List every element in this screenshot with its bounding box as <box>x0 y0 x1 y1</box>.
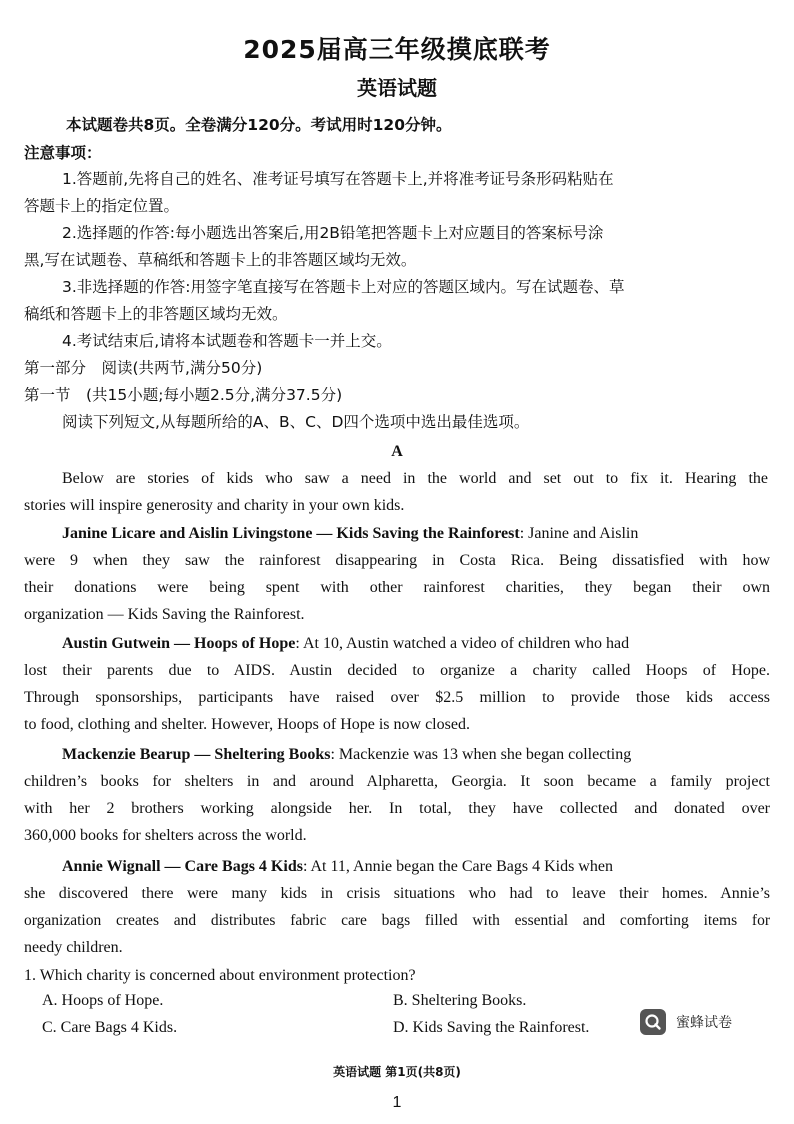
story-text: : Janine and Aislin <box>519 525 639 542</box>
story-line: she discovered there were many kids in crisis situations who had to leave their homes. Annie’s <box>24 885 770 902</box>
story-title: Janine Licare and Aislin Livingstone — Kids Saving the Rainforest <box>62 525 520 542</box>
exam-info: 本试题卷共8页。全卷满分120分。考试用时120分钟。 <box>66 116 452 134</box>
story-line: to food, clothing and shelter. However, Hoops of Hope is now closed. <box>24 716 470 733</box>
story-text: : Mackenzie was 13 when she began collecting <box>330 746 632 763</box>
section1-heading: 第一节 (共15小题;每小题2.5分,满分37.5分) <box>24 386 343 404</box>
section1-instruction: 阅读下列短文,从每题所给的A、B、C、D四个选项中选出最佳选项。 <box>62 413 530 431</box>
passage-intro-line: stories will inspire generosity and charity in your own kids. <box>24 497 405 514</box>
story-first-line <box>62 520 794 547</box>
story-line: lost their parents due to AIDS. Austin decided to organize a charity called Hoops of Hope. <box>24 662 770 679</box>
story-line: organization — Kids Saving the Rainforest. <box>24 606 305 623</box>
notice-line: 1.答题前,先将自己的姓名、准考证号填写在答题卡上,并将准考证号条形码粘贴在 <box>62 170 614 188</box>
option-b: B. Sheltering Books. <box>393 992 527 1009</box>
notice-line: 答题卡上的指定位置。 <box>24 197 180 215</box>
passage-intro-line: Below are stories of kids who saw a need in the world and set out to fix it. Hearing the <box>62 470 768 487</box>
page-footer: 英语试题 第1页(共8页) <box>333 1065 461 1079</box>
story-line: 360,000 books for shelters across the world. <box>24 827 307 844</box>
story-line: Through sponsorships, participants have raised over $2.5 million to provide those kids access <box>24 689 770 706</box>
story-text: : At 11, Annie began the Care Bags 4 Kids when <box>302 858 613 875</box>
watermark-text: 蜜蜂试卷 <box>676 1015 732 1031</box>
story-first-line <box>62 741 794 768</box>
notice-line: 2.选择题的作答:每小题选出答案后,用2B铅笔把答题卡上对应题目的答案标号涂 <box>62 224 604 242</box>
story-line: with her 2 brothers working alongside her. In total, they have collected and donated over <box>24 800 770 817</box>
page-number: 1 <box>392 1094 402 1111</box>
story-title: Annie Wignall — Care Bags 4 Kids <box>62 858 303 875</box>
story-line: organization creates and distributes fabric care bags filled with essential and comforting items for <box>24 912 770 929</box>
story-title: Austin Gutwein — Hoops of Hope <box>62 635 296 652</box>
watermark <box>640 1009 732 1035</box>
notice-line: 黑,写在试题卷、草稿纸和答题卡上的非答题区域均无效。 <box>24 251 417 269</box>
story-line: were 9 when they saw the rainforest disappearing in Costa Rica. Being dissatisfied with how <box>24 552 770 569</box>
exam-title: 2025届高三年级摸底联考 <box>243 35 551 64</box>
story-first-line <box>62 853 794 880</box>
story-first-line <box>62 630 794 657</box>
story-title: Mackenzie Bearup — Sheltering Books <box>62 746 331 763</box>
notice-line: 3.非选择题的作答:用签字笔直接写在答题卡上对应的答题区域内。写在试题卷、草 <box>62 278 625 296</box>
notice-line: 4.考试结束后,请将本试题卷和答题卡一并上交。 <box>62 332 392 350</box>
story-line: children’s books for shelters in and around Alpharetta, Georgia. It soon became a family project <box>24 773 770 790</box>
option-c: C. Care Bags 4 Kids. <box>42 1019 178 1036</box>
notice-heading: 注意事项： <box>24 144 102 162</box>
exam-subtitle: 英语试题 <box>357 76 437 100</box>
question-stem: 1. Which charity is concerned about environment protection? <box>24 967 416 984</box>
search-q-icon <box>640 1009 666 1035</box>
notice-line: 稿纸和答题卡上的非答题区域均无效。 <box>24 305 288 323</box>
story-line: needy children. <box>24 939 123 956</box>
story-line: their donations were being spent with other rainforest charities, they began their own <box>24 579 770 596</box>
part1-heading: 第一部分 阅读(共两节,满分50分) <box>24 359 263 377</box>
passage-label: A <box>391 443 403 460</box>
story-text: : At 10, Austin watched a video of children who had <box>295 635 630 652</box>
option-d: D. Kids Saving the Rainforest. <box>393 1019 590 1036</box>
option-a: A. Hoops of Hope. <box>42 992 164 1009</box>
